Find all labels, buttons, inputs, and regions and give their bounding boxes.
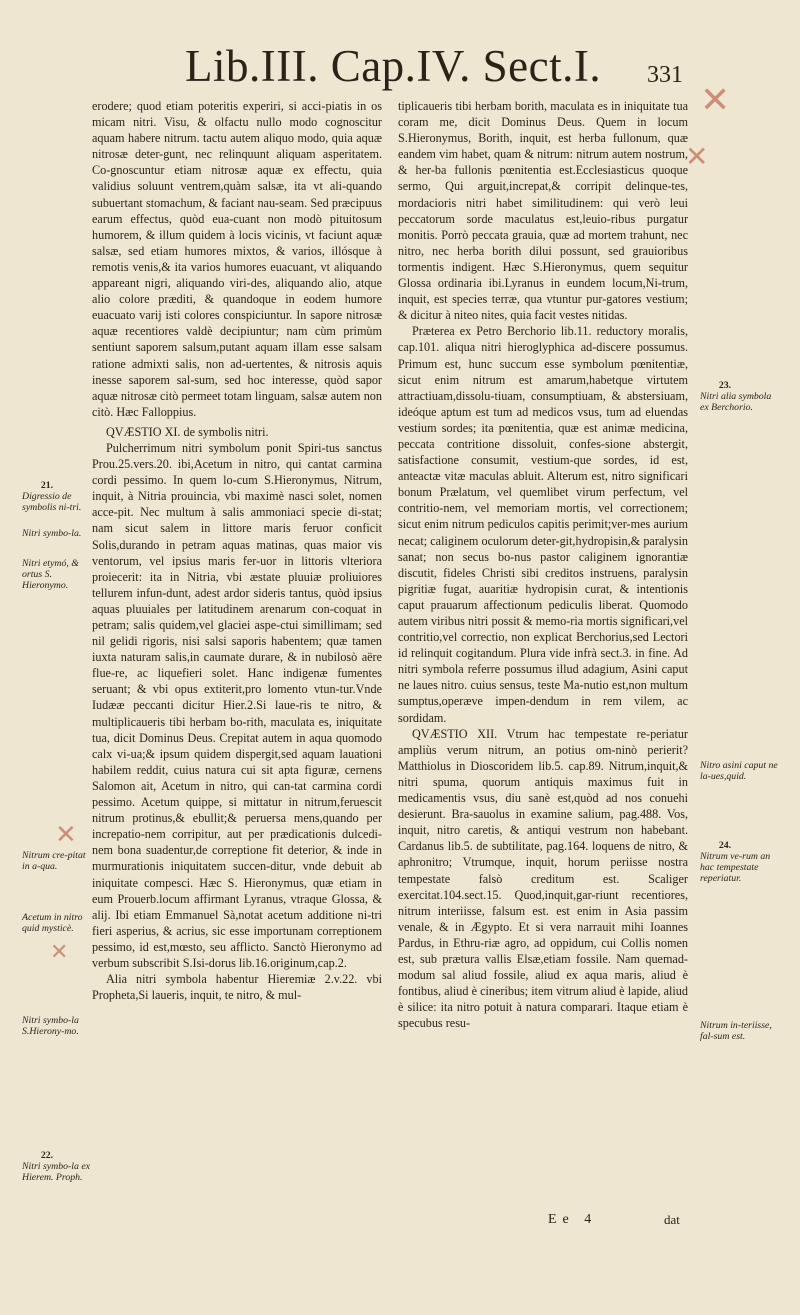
margin-note	[700, 1020, 780, 1042]
paragraph: erodere; quod etiam poteritis experiri, si acci-piatis in os micam nitri. Visu, & olfactu nullo modo cognoscitur aquam habere nitrum. tactu autem aliquo modo, quia aquæ nitrosæ deter-gunt, nec relinquunt aliquam asperitatem. Co-gnoscuntur etiam nitrosæ aquæ ex effectu, quia validius soluunt ventrem,quàm salsæ, ita vt ali-quando subuertant stomachum, & faciant nau-seam. Sed præcipuus earum effectus, quòd eua-cuant non modò pituitosum humorem, & illum quidem à locis vicinis, vt faciunt aquæ salsæ, sed etiam humores mixtos, & varios, illósque à remotis venis,& ita varios humores euacuant, vt aliquando appareant nigri, aliquando viri-des, aliquando alio, atque alio colore præditi, & quandoque in eodem humore euacuato varij isti colores conspiciuntur. In sapore nitrosæ aquæ recentiores valdè decipiuntur; nam cùm primùm sentiunt saporem salsum,putant aquam illam esse salsam ratione admixti salis, non ad-uertentes, & nitrosis aquis inesse saporem sal-sum, sed hoc interesse, quòd sapor aquæ nitrosæ citò permeet totam linguam, salsæ autem non citò. Hæc Falloppius.	[92, 99, 382, 419]
margin-note	[22, 1150, 92, 1183]
margin-note	[700, 380, 780, 413]
left-column	[92, 98, 382, 1003]
paragraph: Præterea ex Petro Berchorio lib.11. reductory moralis, cap.101. aliqua nitri hieroglyphica ad-discere possumus. Primum est, hunc succum esse symbolum pœnitentiæ, sicut enim nitrum est amarum,habetque virtutem attractiuam,dissolu-tiuam, consumptiuam, & abstersiuam, ideóque aptum est tum ad medicos vsus, tum ad eluendas vestium sordes; ita pœnitentia, quæ est animæ medicina, peccata contritione dissoluit, confes-sione abstergit, satisfactione consumit, vestium-que sordes, id est, anteactæ vitæ maculas abluit. Alterum est, nitro significari bonum Prælatum, vel quemlibet virum perfectum, vel contritio-nem, vel memoriam mortis, vel correctionem; sicut enim nitrum pediculos capitis perimit;ver-mes aurium necat; caliginem oculorum deter-git,hydropisin,& paralysin sanat; non secus bo-nus pastor caliginem ignorantiæ discutit, fideles Christi sibi creditos instruens, paralysin pigritiæ fugat, auaritiæ hydropisin curat, & intentionis caput prauarum affectionum pediculis liberat. Quomodo autem viribus nitri possit & memo-ria mortis significari,vel contritio,vel correctio, non explicat Berchorius,sed Lectori id relinquit cogitandum. Plura vide infrà sect.3. in fine. Ad nitri symbola referre possumus illud adagium, Asini caput ne laues nitro. cuius sensus, teste Ma-nutio est,non multum sumptus,operæve impen-dendum in rem vilem, ac sordidam.	[398, 324, 688, 725]
note-text: Nitrum in-teriisse, fal-sum est.	[700, 1020, 772, 1042]
ink-cross-mark: ✕	[700, 80, 731, 121]
right-column	[398, 98, 688, 1031]
note-number: 23.	[718, 380, 732, 391]
margin-note	[700, 840, 780, 884]
note-text: Digressio de symbolis ni-tri.	[22, 491, 82, 513]
note-text: Acetum in nitro quid mysticè.	[22, 912, 83, 934]
margin-note	[22, 912, 92, 934]
paragraph: Alia nitri symbola habentur Hieremiæ 2.v.22. vbi Propheta,Si laueris, inquit, te nitro, & mul-	[92, 972, 382, 1003]
question-heading: QVÆSTIO XI. de symbolis nitri.	[106, 424, 269, 439]
margin-note	[22, 528, 92, 539]
note-number: 21.	[40, 480, 54, 491]
paragraph: Pulcherrimum nitri symbolum ponit Spiri-tus sanctus Prou.25.vers.20. ibi,Acetum in nitro, qui cantat carmina cordi pessimo. In quem lo-cum S.Hieronymus, Nitrum, inquit, à Nitria prouincia, vbi maximè nasci solet, nomen acce-pit. Nec multum à salis ammoniaci specie di-stat; nam sicut salem in littore maris feruor conficit Solis,durando in petram aquas matinas, quas maior vis ventorum, vel ipsius maris fer-uor in littoris vlteriora proiecerit: ita in Nitria, vbi æstate pluuiæ proliuiores tellurem infun-dunt, adest ardor sideris tantus, quòd ipsius aquas pluuiales per latitudinem arenarum con-coquat in petram; salis quidem,vel glaciei aspe-ctui simillimam; sed nil gelidi rigoris, nisi salsi saporis habentem; quæ tamen iuxta naturam salis,in caumate durare, & in nubilosò aëre flue-re, ac liquefieri solet. Hanc indigenæ fumentes seruant; & vbi opus extiterit,pro lomento vtun-tur.Vnde Iudææ peccanti dicitur Hier.2.Si laue-ris te nitro, & multiplicaueris tibi herbam bo-rith, maculata es, iniquitate tua, dicit Dominus Deus. Crepitat autem in aqua quomodo calx vi-ua;& ipsum quidem dispergit,sed aquam lauationi habilem reddit, cuius natura cui sit apta figuræ, cernens Salomon ait, Acetum in nitro, qui can-tat carmina cordi pessimo. Acetum quippe, si mittatur in nitrum,feruescit nitrum protinus,& ebullit;& peruersa mens,quando per increpatio-nem corripitur, aut per prædicationis dulcedi-nem bona suadentur,de correptione fit deterior, & inde in murmurationis iniquitatem succen-ditur, vnde debuit ab iniquitate compesci. Hæc S. Hieronymus, quæ etiam in eum Prouerb.locum affirmant Lyranus, vtraque Glossa, & alij. Ibi etiam Emmanuel Sà,notat acetum additione ni-tri fieri asperius, & acrius, sic esse importunam correptionem pessimo, id est,mœsto, seu afflicto. Sanctò Hieronymo ad verbum subscribit S.Isi-dorus lib.16.originum,cap.2.	[92, 440, 382, 970]
note-text: Nitri etymó, & ortus S. Hieronymo.	[22, 558, 79, 591]
page-number: 331	[647, 62, 683, 88]
catchword: dat	[664, 1212, 680, 1227]
ink-cross-mark: ✕	[50, 940, 69, 965]
margin-note	[22, 558, 92, 591]
note-text: Nitro asini caput ne la-ues,quid.	[700, 760, 778, 782]
note-text: Nitri symbo-la ex Hierem. Proph.	[22, 1161, 91, 1183]
margin-note	[22, 850, 92, 872]
ink-cross-mark: ✕	[55, 820, 77, 850]
note-text: Nitri symbo-la.	[22, 528, 82, 539]
paragraph: QVÆSTIO XII. Vtrum hac tempestate re-periatur ampliùs verum nitrum, an potius om-ninò perierit? Matthiolus in Dioscoridem lib.5. cap.89. Nitrum,inquit,& nitri spuma, quorum antiquis maximus fuit in medicamentis vsus, diu sanè est,quòd ad nos conuehi desierunt. Bra-sauolus in examine salium, pag.488. Vos, inquit, nitro caretis, & antiqui vestrum non habebant. Cardanus lib.5. de subtilitate, pag.164. loquens de nitro, & aphronitro; Vtrumque, inquit, horum periisse nostra tempestate falsò creditum est. Scaliger exercitat.104.sect.15. Quod,inquit,gar-riunt recentiores, nitrum interiisse, falsum est. est enim in Asia passim venale, & in Ægypto. Et si vera narrauit mihi Ioannes Pardus, in Ethru-riæ agro, ad oppidum, cui Collis nomen est, sub prætura vallis Elsæ,etiam fossile. Nam quemad-modum sal aliud fossile, aliud ex aqua maris, aliud è fontibus, aliud è cineribus; item vitrum aliud è lapide, aliud è silice: ita nitro potuit à natura comparari. Itaque etiam è specubus resu-	[398, 726, 688, 1031]
note-number: 22.	[40, 1150, 54, 1161]
margin-note	[22, 1015, 92, 1037]
margin-note	[22, 480, 92, 513]
note-text: Nitrum ve-rum an hac tempestate reperiatur.	[700, 851, 771, 884]
note-text: Nitri symbo-la S.Hierony-mo.	[22, 1015, 79, 1037]
note-text: Nitri alia symbola ex Berchorio.	[700, 391, 772, 413]
note-number: 24.	[718, 840, 732, 851]
margin-note	[700, 760, 780, 782]
paragraph: tiplicaueris tibi herbam borith, maculata es in iniquitate tua coram me, dicit Dominus Deus. Quem in locum S.Hieronymus, Borith, inquit, est herba fullonum, quæ eandem vim habet, quam & nitrum: nitrum autem nostrum, & her-ba fullonis pœnitentia est.Ecclesiasticus quoque sermo, Qui arguit,increpat,& corripit delinque-tes, mordacioris nitri habet similitudinem: qui verò leui peccatorum sorde maculatus est,leuio-ribus purgatur monitis. Porrò peccata grauia, quæ ad mortem trahunt, nec nitro, nec herba borith dilui possunt, sed grauioribus tormentis indigent. Hæc S.Hieronymus, quem sequitur Glossa ordinaria ibi.Lyranus in eundem locum,Ni-trum, inquit, est species terræ, qua vtuntur pur-gatores vestium; & dicitur à niteo nites, quia facit vestes nitidas.	[398, 99, 688, 323]
signature-mark: Ee 4	[548, 1212, 598, 1227]
ink-cross-mark: ✕	[685, 140, 709, 173]
note-text: Nitrum cre-pitat in a-qua.	[22, 850, 86, 872]
running-header: Lib.III. Cap.IV. Sect.I.	[185, 41, 602, 91]
